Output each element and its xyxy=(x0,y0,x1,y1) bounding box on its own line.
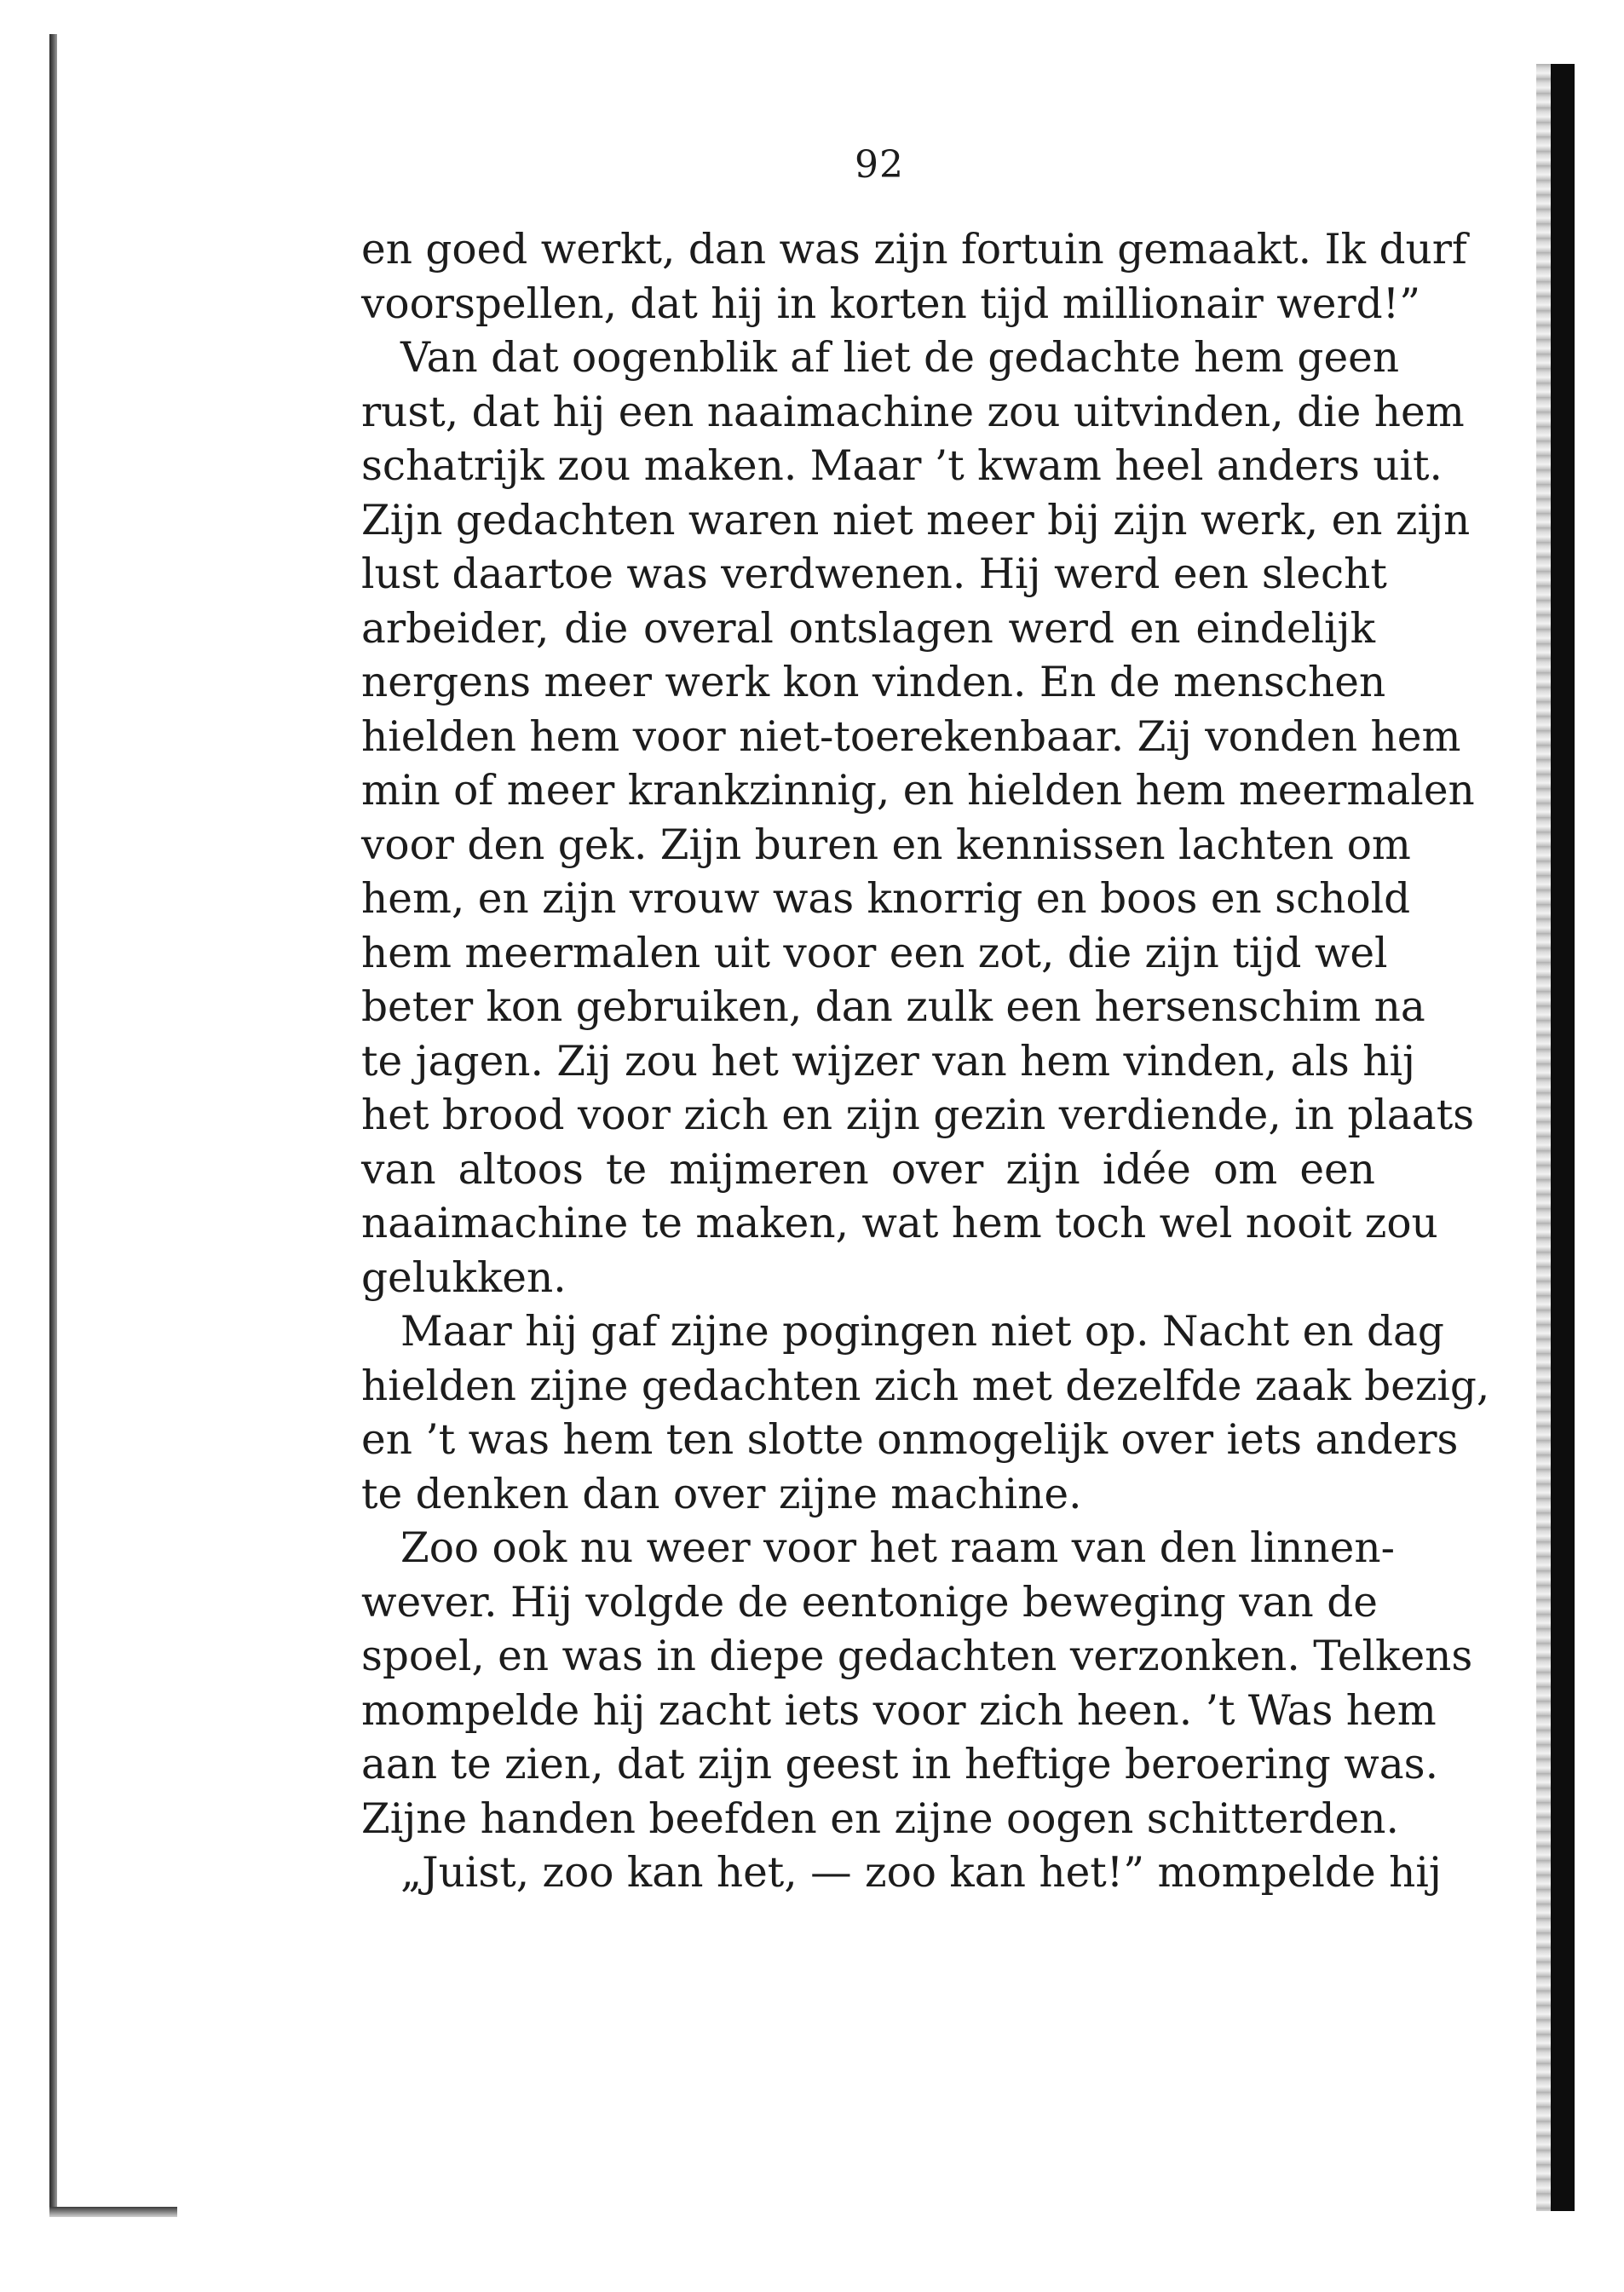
text-line: hielden hem voor niet-toerekenbaar. Zij vonden hem xyxy=(361,712,1461,761)
text-line: naaimachine te maken, wat hem toch wel nooit zou xyxy=(361,1200,1438,1247)
text-line: schatrijk zou maken. Maar ’t kwam heel anders uit. xyxy=(361,442,1443,490)
body-text xyxy=(361,223,1490,1901)
text-line: mompelde hij zacht iets voor zich heen. ’t Was hem xyxy=(361,1686,1437,1735)
text-line: Van dat oogenblik af liet de gedachte hem geen xyxy=(400,334,1400,382)
text-line: Maar hij gaf zijne pogingen niet op. Nacht en dag xyxy=(400,1308,1444,1356)
text-line: beter kon gebruiken, dan zulk een hersenschim na xyxy=(361,983,1425,1031)
scan-border-left xyxy=(49,34,57,2215)
text-line: hem meermalen uit voor een zot, die zijn tijd wel xyxy=(361,929,1388,977)
text-line: „Juist, zoo kan het, — zoo kan het!” mompelde hij xyxy=(400,1849,1442,1897)
text-line: en goed werkt, dan was zijn fortuin gemaakt. Ik durf xyxy=(361,226,1467,274)
text-line: te jagen. Zij zou het wijzer van hem vinden, als hij xyxy=(361,1037,1416,1086)
text-line: van altoos te mijmeren over zijn idée om een xyxy=(361,1145,1375,1194)
text-line: Zijn gedachten waren niet meer bij zijn werk, en zijn xyxy=(361,496,1471,544)
text-line: min of meer krankzinnig, en hielden hem meermalen xyxy=(361,767,1475,815)
text-line: en ’t was hem ten slotte onmogelijk over iets anders xyxy=(361,1416,1459,1464)
text-line: het brood voor zich en zijn gezin verdiende, in plaats xyxy=(361,1091,1475,1139)
text-line: nergens meer werk kon vinden. En de menschen xyxy=(361,659,1386,706)
text-line: hielden zijne gedachten zich met dezelfde zaak bezig, xyxy=(361,1362,1490,1410)
text-line: voorspellen, dat hij in korten tijd millionair werd!” xyxy=(361,279,1421,328)
text-line: aan te zien, dat zijn geest in heftige beroering was. xyxy=(361,1741,1438,1788)
text-line: wever. Hij volgde de eentonige beweging van de xyxy=(361,1578,1378,1627)
text-line: spoel, en was in diepe gedachten verzonken. Telkens xyxy=(361,1633,1473,1680)
text-line: Zoo ook nu weer voor het raam van den linnen- xyxy=(400,1524,1395,1572)
text-line: Zijne handen beefden en zijne oogen schitterden. xyxy=(361,1794,1399,1843)
text-line: lust daartoe was verdwenen. Hij werd een slecht xyxy=(361,550,1387,598)
text-line: te denken dan over zijne machine. xyxy=(361,1470,1082,1518)
text-line: rust, dat hij een naaimachine zou uitvinden, die hem xyxy=(361,388,1465,436)
text-line: hem, en zijn vrouw was knorrig en boos en schold xyxy=(361,875,1411,923)
page-number: 92 xyxy=(855,143,904,187)
text-line: arbeider, die overal ontslagen werd en eindelijk xyxy=(361,604,1375,653)
text-line: gelukken. xyxy=(361,1253,567,1302)
scan-border-right xyxy=(1551,64,1575,2211)
scan-border-left-foot xyxy=(49,2207,177,2217)
scan-border-right-fray xyxy=(1536,64,1552,2211)
text-line: voor den gek. Zijn buren en kennissen lachten om xyxy=(361,821,1411,869)
